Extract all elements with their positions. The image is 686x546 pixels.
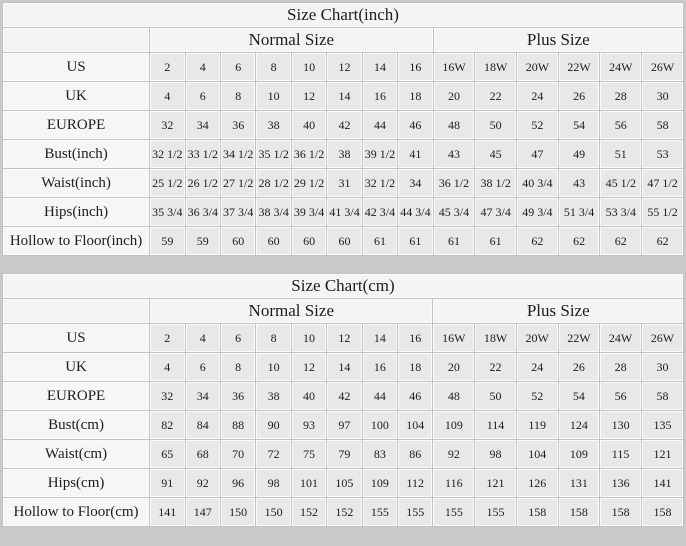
cell: 40 [292, 111, 326, 139]
cell: 61 [475, 227, 516, 255]
row-label: Hips(inch) [3, 198, 149, 226]
cell: 27 1/2 [221, 169, 255, 197]
cell: 48 [433, 382, 474, 410]
cell: 16W [434, 53, 475, 81]
cell: 32 [150, 111, 184, 139]
cell: 6 [221, 324, 255, 352]
table-row [3, 198, 683, 226]
cell: 49 [559, 140, 600, 168]
cell: 115 [600, 440, 641, 468]
cell: 58 [642, 111, 683, 139]
cell: 86 [398, 440, 432, 468]
table-row [3, 140, 683, 168]
row-label: EUROPE [3, 382, 149, 410]
table-title-row [3, 3, 683, 27]
cell: 104 [398, 411, 432, 439]
plus-size-header: Plus Size [434, 28, 683, 52]
cell: 45 [475, 140, 516, 168]
cell: 55 1/2 [642, 198, 683, 226]
table-row [3, 440, 683, 468]
cell: 33 1/2 [186, 140, 220, 168]
cell: 47 1/2 [642, 169, 683, 197]
cell: 42 3/4 [363, 198, 397, 226]
cell: 24W [600, 53, 641, 81]
cell: 34 [398, 169, 432, 197]
cell: 8 [221, 353, 255, 381]
cell: 28 1/2 [256, 169, 290, 197]
cell: 10 [256, 353, 290, 381]
cell: 6 [186, 82, 220, 110]
cell: 16 [363, 82, 397, 110]
cell: 20 [434, 82, 475, 110]
cell: 38 [256, 382, 290, 410]
cell: 46 [398, 111, 432, 139]
cell: 147 [186, 498, 220, 526]
cell: 32 1/2 [363, 169, 397, 197]
cell: 14 [363, 53, 397, 81]
cell: 62 [642, 227, 683, 255]
plus-size-header: Plus Size [433, 299, 683, 323]
column-group-header-row [3, 28, 683, 52]
row-label: EUROPE [3, 111, 149, 139]
size-chart-cm-table [2, 273, 684, 527]
cell: 121 [475, 469, 516, 497]
cell: 158 [642, 498, 683, 526]
corner-cell [3, 28, 149, 52]
row-label: UK [3, 82, 149, 110]
row-label: UK [3, 353, 149, 381]
cell: 6 [221, 53, 255, 81]
cell: 70 [221, 440, 255, 468]
cell: 37 3/4 [221, 198, 255, 226]
cell: 155 [363, 498, 397, 526]
cell: 14 [327, 82, 361, 110]
row-label: US [3, 53, 149, 81]
cell: 79 [327, 440, 361, 468]
cell: 24 [517, 353, 558, 381]
cell: 82 [150, 411, 184, 439]
cell: 45 1/2 [600, 169, 641, 197]
cell: 42 [327, 382, 361, 410]
row-label: US [3, 324, 149, 352]
cell: 12 [292, 82, 326, 110]
cell: 18 [398, 82, 432, 110]
table-title: Size Chart(cm) [3, 274, 683, 298]
cell: 97 [327, 411, 361, 439]
cell: 44 [363, 382, 397, 410]
cell: 116 [433, 469, 474, 497]
cell: 39 1/2 [363, 140, 397, 168]
table-row [3, 353, 683, 381]
cell: 52 [517, 111, 558, 139]
cell: 8 [256, 324, 290, 352]
cell: 101 [292, 469, 326, 497]
cell: 25 1/2 [150, 169, 184, 197]
cell: 50 [475, 382, 516, 410]
cell: 28 [600, 353, 641, 381]
cell: 30 [642, 82, 683, 110]
row-label: Waist(cm) [3, 440, 149, 468]
cell: 91 [150, 469, 184, 497]
cell: 22W [559, 324, 600, 352]
cell: 40 3/4 [517, 169, 558, 197]
cell: 41 3/4 [327, 198, 361, 226]
cell: 4 [186, 324, 220, 352]
cell: 10 [256, 82, 290, 110]
cell: 88 [221, 411, 255, 439]
cell: 39 3/4 [292, 198, 326, 226]
cell: 100 [363, 411, 397, 439]
table-title: Size Chart(inch) [3, 3, 683, 27]
cell: 136 [600, 469, 641, 497]
cell: 61 [363, 227, 397, 255]
table-row [3, 169, 683, 197]
cell: 35 1/2 [256, 140, 290, 168]
table-row [3, 82, 683, 110]
cell: 35 3/4 [150, 198, 184, 226]
cell: 42 [327, 111, 361, 139]
cell: 18 [398, 353, 432, 381]
cell: 104 [517, 440, 558, 468]
cell: 31 [327, 169, 361, 197]
normal-size-header: Normal Size [150, 299, 432, 323]
cell: 53 3/4 [600, 198, 641, 226]
cell: 26 [559, 82, 600, 110]
cell: 119 [517, 411, 558, 439]
cell: 36 3/4 [186, 198, 220, 226]
cell: 114 [475, 411, 516, 439]
cell: 150 [256, 498, 290, 526]
cell: 24W [600, 324, 641, 352]
cell: 20 [433, 353, 474, 381]
cell: 10 [292, 53, 326, 81]
row-label: Waist(inch) [3, 169, 149, 197]
cell: 8 [221, 82, 255, 110]
cell: 158 [559, 498, 600, 526]
cell: 32 1/2 [150, 140, 184, 168]
cell: 22 [475, 82, 516, 110]
cell: 22W [559, 53, 600, 81]
cell: 65 [150, 440, 184, 468]
cell: 8 [256, 53, 290, 81]
cell: 54 [559, 111, 600, 139]
cell: 4 [150, 82, 184, 110]
cell: 62 [517, 227, 558, 255]
cell: 10 [292, 324, 326, 352]
cell: 48 [434, 111, 475, 139]
cell: 60 [292, 227, 326, 255]
table-row [3, 227, 683, 255]
cell: 52 [517, 382, 558, 410]
cell: 152 [327, 498, 361, 526]
cell: 155 [398, 498, 432, 526]
cell: 36 [221, 382, 255, 410]
cell: 62 [559, 227, 600, 255]
cell: 2 [150, 324, 184, 352]
corner-cell [3, 299, 149, 323]
cell: 60 [221, 227, 255, 255]
cell: 53 [642, 140, 683, 168]
cell: 47 [517, 140, 558, 168]
cell: 32 [150, 382, 184, 410]
cell: 45 3/4 [434, 198, 475, 226]
cell: 16 [398, 324, 432, 352]
cell: 34 1/2 [221, 140, 255, 168]
row-label: Hollow to Floor(inch) [3, 227, 149, 255]
cell: 75 [292, 440, 326, 468]
cell: 58 [642, 382, 683, 410]
cell: 18W [475, 53, 516, 81]
cell: 96 [221, 469, 255, 497]
cell: 150 [221, 498, 255, 526]
cell: 130 [600, 411, 641, 439]
cell: 84 [186, 411, 220, 439]
cell: 61 [434, 227, 475, 255]
cell: 126 [517, 469, 558, 497]
cell: 30 [642, 353, 683, 381]
cell: 26W [642, 53, 683, 81]
cell: 135 [642, 411, 683, 439]
cell: 155 [433, 498, 474, 526]
cell: 47 3/4 [475, 198, 516, 226]
cell: 2 [150, 53, 184, 81]
cell: 121 [642, 440, 683, 468]
cell: 141 [150, 498, 184, 526]
cell: 43 [559, 169, 600, 197]
cell: 16 [363, 353, 397, 381]
cell: 56 [600, 382, 641, 410]
cell: 83 [363, 440, 397, 468]
cell: 50 [475, 111, 516, 139]
cell: 38 [327, 140, 361, 168]
cell: 26W [642, 324, 683, 352]
cell: 41 [398, 140, 432, 168]
cell: 34 [186, 382, 220, 410]
cell: 4 [186, 53, 220, 81]
cell: 46 [398, 382, 432, 410]
cell: 26 1/2 [186, 169, 220, 197]
cell: 22 [475, 353, 516, 381]
cell: 109 [559, 440, 600, 468]
cell: 60 [256, 227, 290, 255]
table-row [3, 498, 683, 526]
cell: 92 [433, 440, 474, 468]
cell: 34 [186, 111, 220, 139]
cell: 20W [517, 324, 558, 352]
cell: 152 [292, 498, 326, 526]
table-row [3, 111, 683, 139]
cell: 14 [327, 353, 361, 381]
table-row [3, 411, 683, 439]
cell: 109 [433, 411, 474, 439]
cell: 54 [559, 382, 600, 410]
cell: 68 [186, 440, 220, 468]
table-row [3, 382, 683, 410]
cell: 98 [256, 469, 290, 497]
cell: 38 [256, 111, 290, 139]
cell: 4 [150, 353, 184, 381]
cell: 141 [642, 469, 683, 497]
row-label: Bust(cm) [3, 411, 149, 439]
cell: 38 1/2 [475, 169, 516, 197]
cell: 44 [363, 111, 397, 139]
cell: 28 [600, 82, 641, 110]
cell: 62 [600, 227, 641, 255]
row-label: Hips(cm) [3, 469, 149, 497]
cell: 20W [517, 53, 558, 81]
cell: 131 [559, 469, 600, 497]
cell: 49 3/4 [517, 198, 558, 226]
cell: 24 [517, 82, 558, 110]
cell: 105 [327, 469, 361, 497]
cell: 51 3/4 [559, 198, 600, 226]
cell: 124 [559, 411, 600, 439]
cell: 12 [327, 324, 361, 352]
table-title-row [3, 274, 683, 298]
cell: 109 [363, 469, 397, 497]
cell: 59 [150, 227, 184, 255]
cell: 29 1/2 [292, 169, 326, 197]
normal-size-header: Normal Size [150, 28, 433, 52]
cell: 36 1/2 [434, 169, 475, 197]
size-chart-inch-table [2, 2, 684, 256]
cell: 158 [517, 498, 558, 526]
cell: 56 [600, 111, 641, 139]
cell: 43 [434, 140, 475, 168]
cell: 155 [475, 498, 516, 526]
cell: 51 [600, 140, 641, 168]
table-row [3, 469, 683, 497]
cell: 12 [292, 353, 326, 381]
cell: 158 [600, 498, 641, 526]
cell: 112 [398, 469, 432, 497]
table-row [3, 53, 683, 81]
cell: 72 [256, 440, 290, 468]
cell: 36 1/2 [292, 140, 326, 168]
cell: 16 [398, 53, 432, 81]
cell: 18W [475, 324, 516, 352]
cell: 14 [363, 324, 397, 352]
cell: 16W [433, 324, 474, 352]
cell: 98 [475, 440, 516, 468]
cell: 12 [327, 53, 361, 81]
cell: 59 [186, 227, 220, 255]
cell: 44 3/4 [398, 198, 432, 226]
cell: 6 [186, 353, 220, 381]
cell: 90 [256, 411, 290, 439]
cell: 61 [398, 227, 432, 255]
cell: 38 3/4 [256, 198, 290, 226]
row-label: Hollow to Floor(cm) [3, 498, 149, 526]
cell: 40 [292, 382, 326, 410]
cell: 26 [559, 353, 600, 381]
cell: 36 [221, 111, 255, 139]
column-group-header-row [3, 299, 683, 323]
table-row [3, 324, 683, 352]
cell: 92 [186, 469, 220, 497]
cell: 93 [292, 411, 326, 439]
row-label: Bust(inch) [3, 140, 149, 168]
cell: 60 [327, 227, 361, 255]
